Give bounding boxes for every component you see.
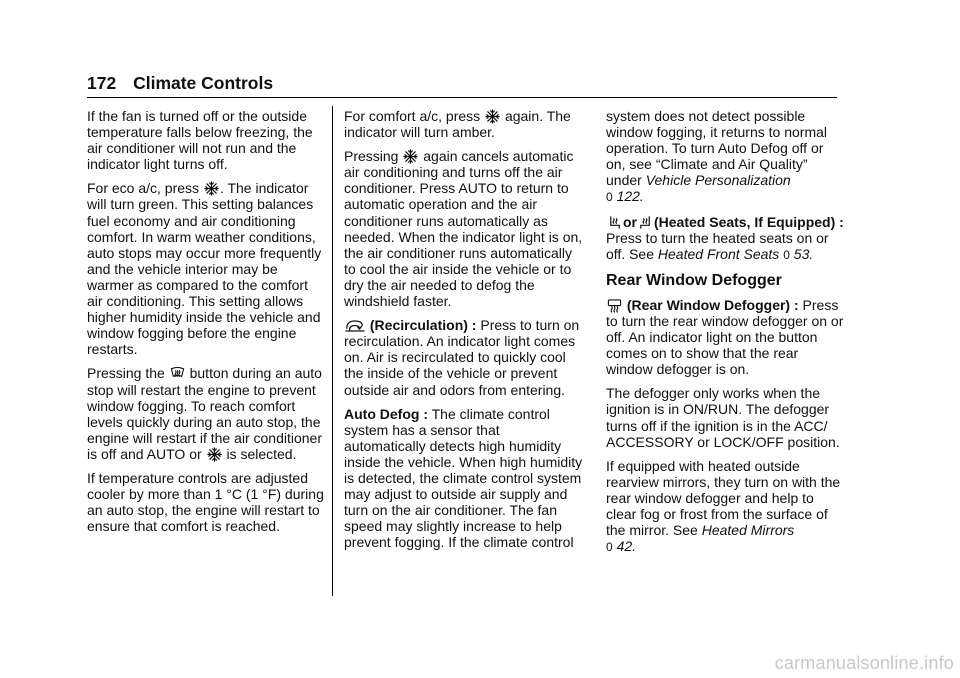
paragraph: If equipped with heated outside rearview mirrors, they turn on with the rear window defogger and help to clear fog or frost from the surface of the mirror. See Heated Mirrors 0 42. — [606, 457, 841, 555]
paragraph: For comfort a/c, press again. The indicator will turn amber. — [344, 108, 571, 141]
paragraph: (Recirculation) : Press to turn on recirculation. An indicator light comes on. Air is recirculated to quickly cool the inside of the vehicle or prevent outside air and odors from entering. — [344, 317, 580, 398]
section-title: Climate Controls — [133, 73, 274, 93]
cross-reference: Heated Front Seats — [657, 245, 780, 262]
page-ref-number: 42. — [616, 538, 637, 555]
heated-seat-right-icon — [638, 215, 653, 230]
page-reference-icon: 0 — [606, 540, 613, 555]
page-reference-icon: 0 — [783, 247, 790, 262]
snowflake-icon — [204, 181, 219, 196]
paragraph: Pressing again cancels automatic air conditioning and turns off the air conditioner. Press AUTO to return to automatic operation and the air conditioner runs automatically as needed. When the indicator light is on, the air conditioner runs automatically to cool the air inside the vehicle or to dry the air needed to defog the windshield faster. — [344, 148, 583, 310]
paragraph: Auto Defog : The climate control system has a sensor that automatically detects high humidity inside the vehicle. When high humidity is detected, the climate control system may adjust to outside air supply and turn on the air conditioner. The fan speed may slightly increase to help prevent fogging. If the climate control — [344, 405, 583, 551]
column-3 — [606, 108, 846, 563]
rear-defogger-label: (Rear Window Defogger) : — [626, 296, 799, 313]
paragraph: If the fan is turned off or the outside temperature falls below freezing, the air conditioner will not run and the indicator light turns off. — [87, 108, 313, 173]
header-rule — [87, 97, 837, 98]
heated-seats-label: (Heated Seats, If Equipped) : — [654, 213, 844, 230]
page-header — [87, 73, 837, 93]
snowflake-icon — [403, 149, 418, 164]
paragraph: (Rear Window Defogger) : Press to turn the rear window defogger on or off. An indicator light on the button comes on to show that the rear window defogger is on. — [606, 296, 844, 378]
column-1 — [87, 108, 325, 542]
page-ref-number: 122. — [616, 188, 644, 205]
paragraph: The defogger only works when the ignition is in ON/RUN. The defogger turns off if the ignition is in the ACC/ ACCESSORY or LOCK/OFF position. — [606, 385, 840, 450]
snowflake-icon — [485, 109, 500, 124]
paragraph: Pressing the button during an auto stop will restart the engine to prevent window fogging. To reach comfort levels quickly during an auto stop, the engine will restart if the air conditioner is off and AUTO or is selected. — [87, 365, 323, 462]
column-2 — [344, 108, 584, 558]
recirculation-label: (Recirculation) : — [369, 317, 477, 334]
section-heading: Rear Window Defogger — [606, 271, 782, 289]
rear-defog-icon — [607, 298, 622, 313]
cross-reference: Vehicle Personalization — [645, 172, 791, 189]
paragraph: system does not detect possible window fogging, it returns to normal operation. To turn Auto Defog off or on, see “Climate and Air Quality” under Vehicle Personalization 0 122. — [606, 108, 827, 205]
page-reference-icon: 0 — [606, 190, 613, 205]
page-number: 172 — [87, 73, 117, 93]
front-defrost-icon — [170, 366, 185, 381]
snowflake-icon — [207, 447, 222, 462]
column-divider — [332, 106, 333, 596]
watermark: carmanualsonline.info — [774, 653, 954, 673]
paragraph: If temperature controls are adjusted cooler by more than 1 °C (1 °F) during an auto stop, the engine will restart to ensure that comfort is reached. — [87, 469, 324, 535]
paragraph: or (Heated Seats, If Equipped) : Press to turn the heated seats on or off. See Heated Front Seats 0 53. — [606, 213, 844, 262]
paragraph: For eco a/c, press . The indicator will turn green. This setting balances fuel economy and air conditioning comfort. In warm weather conditions, auto stops may occur more frequently and the vehicle interior may be warmer as compared to the comfort air conditioning. This setting allows higher humidity inside the vehicle and window fogging before the engine restarts. — [87, 180, 322, 358]
auto-defog-label: Auto Defog : — [344, 405, 428, 422]
page-ref-number: 53. — [793, 245, 814, 262]
heated-seat-left-icon — [607, 215, 622, 230]
recirculation-icon — [345, 318, 365, 333]
cross-reference: Heated Mirrors — [701, 522, 795, 539]
